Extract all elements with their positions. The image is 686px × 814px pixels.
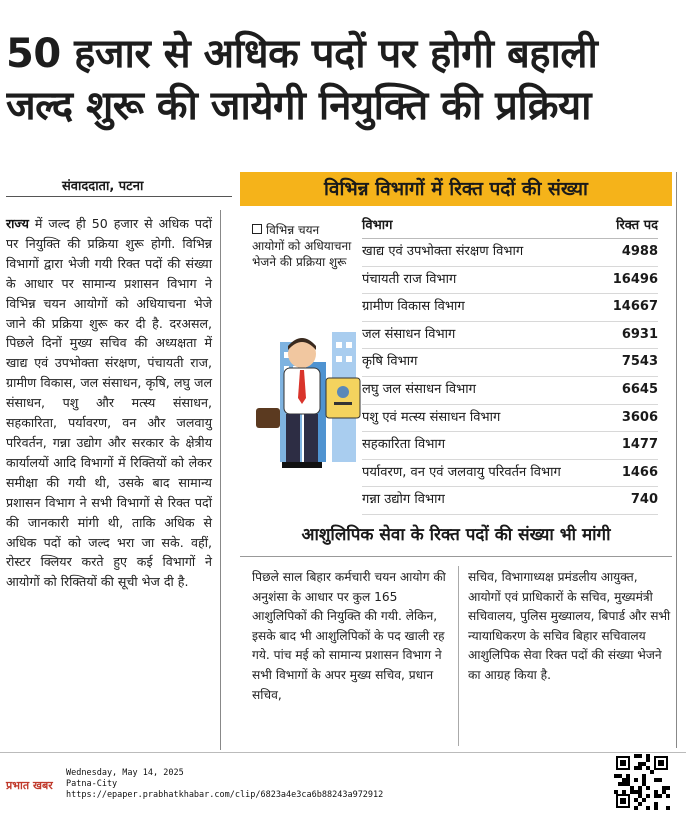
department-name: पंचायती राज विभाग xyxy=(362,271,457,287)
department-name: जल संसाधन विभाग xyxy=(362,326,456,342)
headline-line-1: 50 हजार से अधिक पदों पर होगी बहाली xyxy=(6,31,598,77)
vacancy-count: 3606 xyxy=(621,409,658,425)
article-lead: राज्य xyxy=(6,216,29,231)
column-header-department: विभाग xyxy=(362,218,393,233)
department-name: सहकारिता विभाग xyxy=(362,437,446,453)
article-text: में जल्द ही 50 हजार से अधिक पदों पर नियुक्ति की प्रक्रिया शुरू होगी. विभिन्न विभागों द्वारा भेजी गयी रिक्त पदों की संख्या के आधार पर सामान्य प्रशासन विभाग ने विभिन्न चयन आयोगों को अधियाचना भेजे जाने की प्रक्रिया शुरू कर दी है. दरअसल, पिछले दिनों मुख्य सचिव की अध्यक्षता में खाद्य एवं उपभोक्ता संरक्षण, पंचायती राज, ग्रामीण विकास, जल संसाधन, कृषि, लघु जल संसाधन, पशु और मत्स्य संसाधन, सहकारिता, पर्यावरण, वन और जलवायु परिवर्तन, गन्ना उद्योग और सरकार के क्षेत्रीय कार्यालयों आदि विभागों में रिक्तियों को लेकर समीक्षा की गयी थी, उसके बाद सामान्य प्रशासन विभाग ने सभी विभागों से रिक्त पदों की जानकारी मांगी थी, ताकि अधिक से अधिक पदों को जल्द भरा जा सके. वहीं, रोस्टर क्लियर करते हुए कई विभागों ने आयोगों को रिक्तियों की सूची भेज दी है. xyxy=(6,216,212,590)
table-row xyxy=(362,239,658,267)
department-name: पशु एवं मत्स्य संसाधन विभाग xyxy=(362,409,501,425)
vacancy-count: 4988 xyxy=(621,244,658,259)
headline-line-2: जल्द शुरू की जायेगी नियुक्ति की प्रक्रिया xyxy=(6,83,592,129)
stenographer-text-col2: सचिव, विभागाध्यक्ष प्रमंडलीय आयुक्त, आयोगों एवं प्राधिकारों के सचिव, मुख्यमंत्री सचिवालय, पुलिस मुख्यालय, बिपार्ड और सभी न्यायाधिकरण के सचिव बिहार सचिवालय आशुलिपिक सेवा रिक्त पदों की संख्या भेजने का आग्रह किया है. xyxy=(468,570,671,682)
table-row xyxy=(362,487,658,515)
table-row xyxy=(362,322,658,350)
byline: संवाददाता, पटना xyxy=(62,179,144,194)
stenographer-text-col1: पिछले साल बिहार कर्मचारी चयन आयोग की अनुशंसा के आधार पर कुल 165 आशुलिपिकों की नियुक्ति की गयी. लेकिन, इसके बाद भी आशुलिपिकों के पद खाली रह गये. पांच मई को सामान्य प्रशासन विभाग ने सभी विभागों के अपर मुख्य सचिव, प्रधान सचिव, xyxy=(252,570,446,702)
column-divider xyxy=(220,210,221,750)
department-name: ग्रामीण विकास विभाग xyxy=(362,299,465,315)
vacancy-count: 7543 xyxy=(621,354,658,370)
table-header xyxy=(362,214,658,239)
subheading-divider xyxy=(240,556,672,557)
table-row xyxy=(362,294,658,322)
table-row xyxy=(362,460,658,488)
byline-divider xyxy=(6,196,232,197)
right-frame-rule xyxy=(676,172,677,748)
vacancy-count: 16496 xyxy=(612,271,658,287)
column-header-vacancies: रिक्त पद xyxy=(616,218,658,233)
vacancy-count: 6931 xyxy=(621,326,658,342)
table-row xyxy=(362,267,658,295)
vacancy-count: 6645 xyxy=(621,381,658,397)
headline xyxy=(6,28,680,132)
vacancy-count: 1477 xyxy=(621,437,658,453)
department-name: लघु जल संसाधन विभाग xyxy=(362,381,476,397)
vacancy-count: 14667 xyxy=(612,299,658,315)
clip-edition: Patna-City xyxy=(66,779,118,789)
newspaper-logo: प्रभात खबर xyxy=(6,779,53,792)
table-row xyxy=(362,349,658,377)
stenographer-subheading: आशुलिपिक सेवा के रिक्त पदों की संख्या भी मांगी xyxy=(301,525,611,545)
office-worker-illustration xyxy=(250,322,370,502)
box-note xyxy=(252,222,352,270)
vacancy-count: 740 xyxy=(630,492,658,508)
department-name: खाद्य एवं उपभोक्ता संरक्षण विभाग xyxy=(362,244,524,259)
clip-url[interactable]: https://epaper.prabhatkhabar.com/clip/6823a4e3ca6b88243a972912 xyxy=(66,790,384,800)
table-row xyxy=(362,432,658,460)
footer-divider xyxy=(0,752,686,753)
clip-metadata xyxy=(66,768,383,801)
article-body xyxy=(6,214,212,592)
vacancy-box xyxy=(240,172,672,508)
department-name: कृषि विभाग xyxy=(362,354,418,370)
subcolumn-divider xyxy=(458,566,459,746)
vacancy-box-title: विभिन्न विभागों में रिक्त पदों की संख्या xyxy=(240,172,672,206)
clip-date: Wednesday, May 14, 2025 xyxy=(66,768,184,778)
department-name: पर्यावरण, वन एवं जलवायु परिवर्तन विभाग xyxy=(362,464,561,480)
table-row xyxy=(362,377,658,405)
department-name: गन्ना उद्योग विभाग xyxy=(362,492,445,508)
bullet-square-icon xyxy=(252,224,262,234)
vacancy-count: 1466 xyxy=(621,464,658,480)
qr-code-icon xyxy=(614,754,670,810)
vacancy-table xyxy=(362,214,658,515)
table-row xyxy=(362,405,658,433)
box-note-text: विभिन्न चयन आयोगों को अधियाचना भेजने की प्रक्रिया शुरू xyxy=(252,223,352,269)
